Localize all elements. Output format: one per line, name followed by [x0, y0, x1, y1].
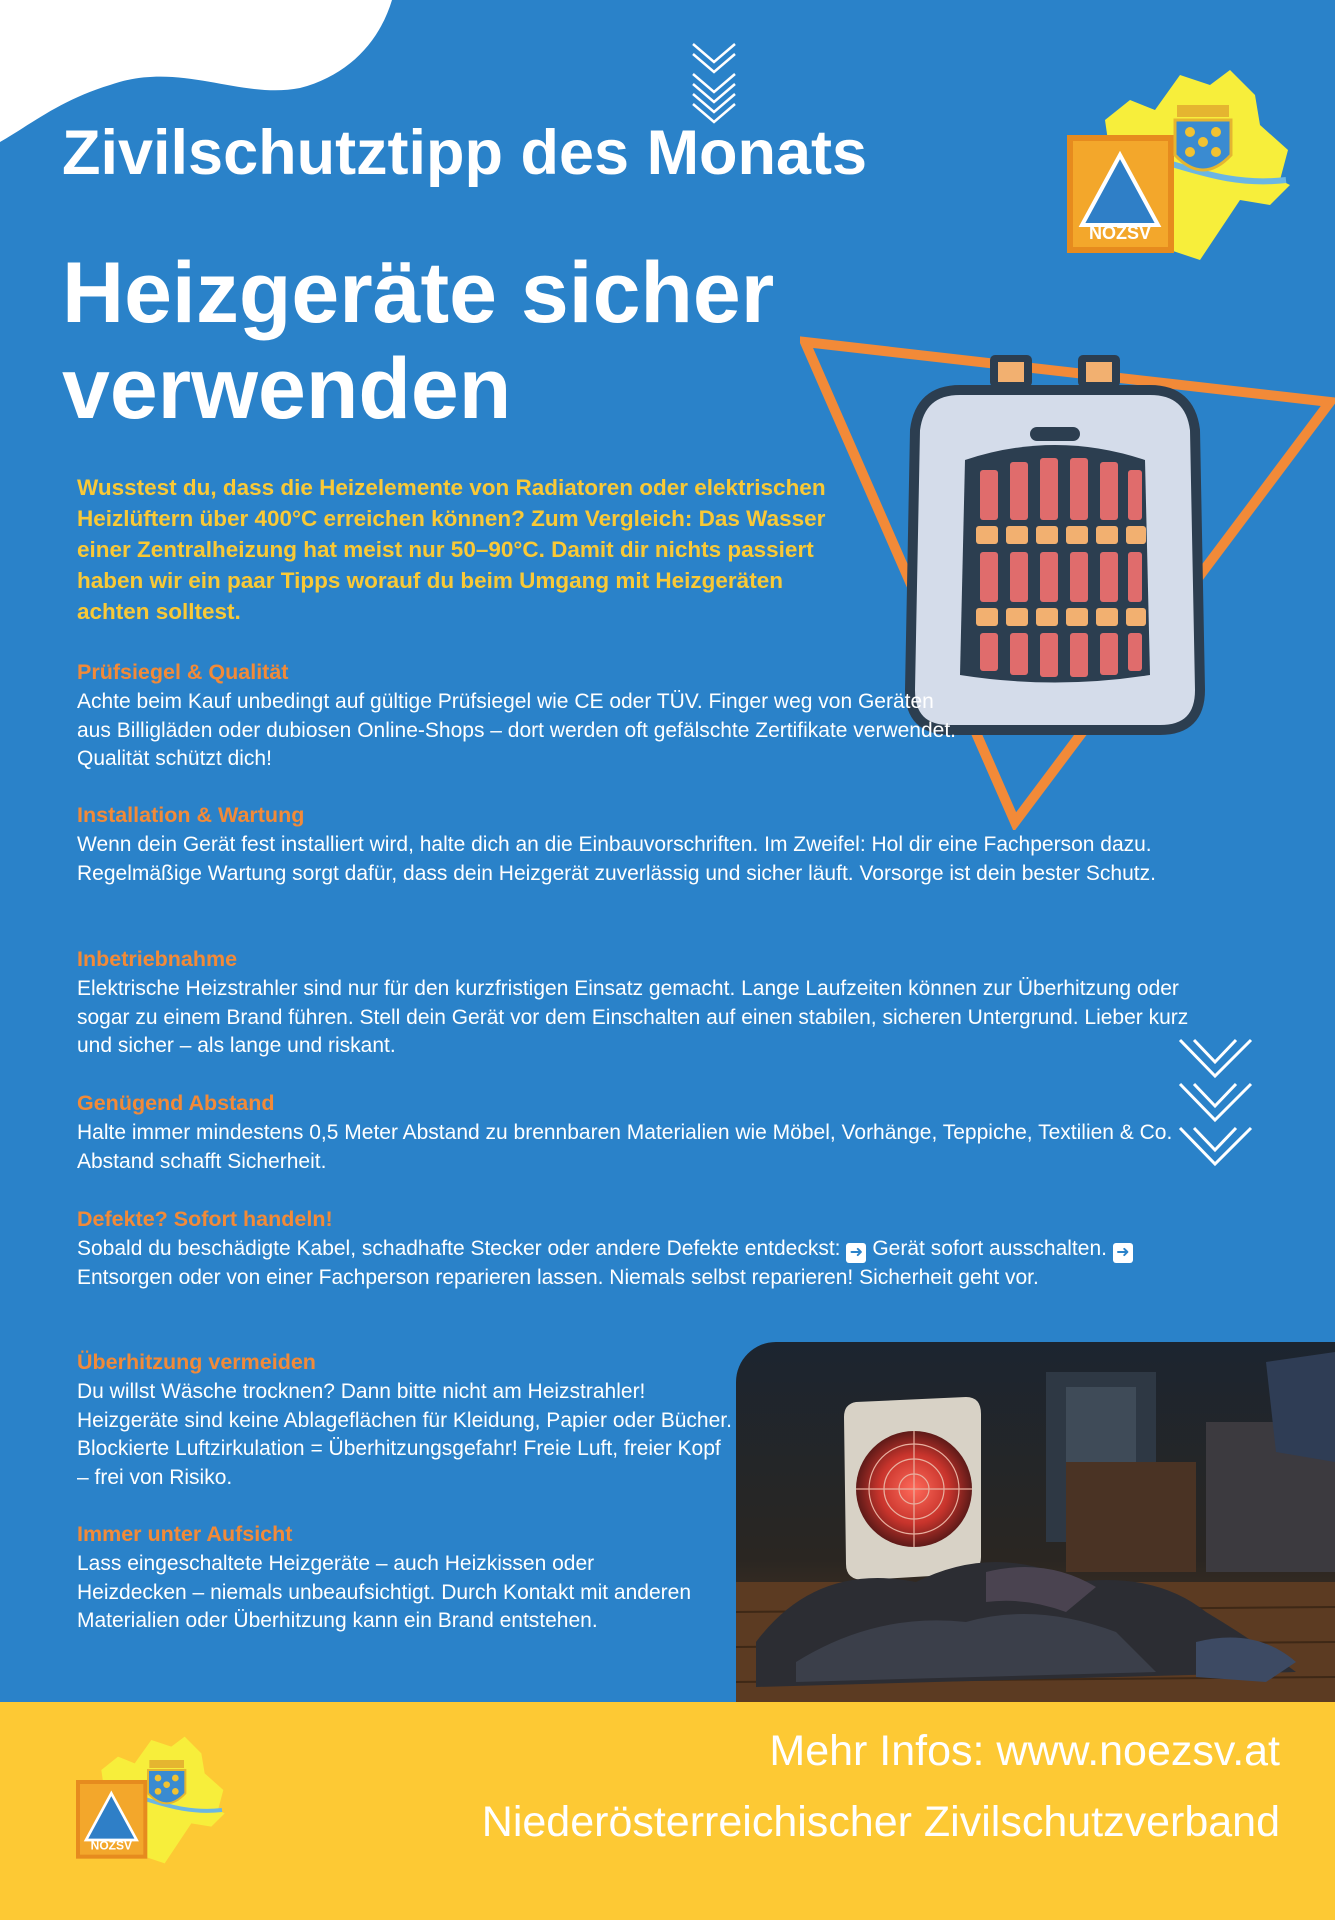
section-text: [77, 1235, 1197, 1292]
arrow-right-icon: ➜: [846, 1243, 866, 1263]
section-aufsicht: [77, 1520, 697, 1636]
section-heading: Defekte? Sofort handeln!: [77, 1207, 333, 1231]
section-defekte: [77, 1205, 1197, 1292]
section-installation: [77, 801, 1197, 888]
section-pruefsiegel: [77, 658, 977, 774]
section-text: Lass eingeschaltete Heizgeräte – auch Heizkissen oder Heizdecken – niemals unbeaufsichtigt. Durch Kontakt mit anderen Materialien oder Überhitzung kann ein Brand entstehen.: [77, 1552, 692, 1632]
section-abstand: [77, 1089, 1197, 1176]
section-heading: Immer unter Aufsicht: [77, 1522, 293, 1546]
section-text: Halte immer mindestens 0,5 Meter Abstand zu brennbaren Materialien wie Möbel, Vorhänge, Teppiche, Textilien & Co. Abstand schafft Sicherheit.: [77, 1121, 1173, 1173]
intro-text: Wusstest du, dass die Heizelemente von Radiatoren oder elektrischen Heizlüftern über 400°C erreichen können? Zum Vergleich: Das Wasser einer Zentralheizung hat meist nur 50–90°C. Damit dir nichts passiert haben wir ein paar Tipps worauf du beim Umgang mit Heizgeräten achten solltest.: [77, 475, 826, 624]
section-text: Du willst Wäsche trocknen? Dann bitte nicht am Heizstrahler! Heizgeräte sind keine Ablageflächen für Kleidung, Papier oder Bücher. Blockierte Luftzirkulation = Überhitzungsgefahr! Freie Luft, freier Kopf – frei von Risiko.: [77, 1380, 732, 1489]
section-ueberhitzung: [77, 1348, 737, 1492]
logo-text: NÖZSV: [90, 1838, 133, 1853]
section-text-part: Sobald du beschädigte Kabel, schadhafte Stecker oder andere Defekte entdeckst:: [77, 1237, 847, 1260]
footer-website: Mehr Infos: www.noezsv.at: [769, 1727, 1280, 1775]
noezsv-logo: [70, 1730, 230, 1870]
section-heading: Installation & Wartung: [77, 803, 305, 827]
section-inbetriebnahme: [77, 945, 1207, 1061]
page-title: Heizgeräte sicher verwenden: [62, 245, 775, 437]
logo-text: NÖZSV: [1088, 223, 1152, 243]
heater-photo: [736, 1342, 1335, 1702]
section-text-part: Entsorgen oder von einer Fachperson reparieren lassen. Niemals selbst reparieren! Sicherheit geht vor.: [77, 1265, 1039, 1289]
section-heading: Überhitzung vermeiden: [77, 1350, 316, 1374]
footer-organization: Niederösterreichischer Zivilschutzverband: [481, 1798, 1280, 1846]
section-heading: Genügend Abstand: [77, 1091, 275, 1115]
section-heading: Inbetriebnahme: [77, 947, 238, 971]
arrow-right-icon: ➜: [1113, 1243, 1133, 1263]
section-text: Elektrische Heizstrahler sind nur für den kurzfristigen Einsatz gemacht. Lange Laufzeiten können zur Überhitzung oder sogar zu einem Brand führen. Stell dein Gerät vor dem Einschalten auf einen stabilen, sicheren Untergrund. Lieber kurz und sicher – als lange und riskant.: [77, 977, 1189, 1057]
chevron-down-icon: [690, 40, 738, 126]
supertitle: Zivilschutztipp des Monats: [62, 118, 868, 188]
noezsv-logo: [1060, 60, 1296, 270]
section-heading: Prüfsiegel & Qualität: [77, 660, 289, 684]
section-text: Achte beim Kauf unbedingt auf gültige Prüfsiegel wie CE oder TÜV. Finger weg von Geräten aus Billigläden oder dubiosen Online-Shops – dort werden oft gefälschte Zertifikate verwendet. Qualität schützt dich!: [77, 690, 957, 770]
section-text-part: Gerät sofort ausschalten.: [872, 1237, 1113, 1260]
section-text: Wenn dein Gerät fest installiert wird, halte dich an die Einbauvorschriften. Im Zweifel: Hol dir eine Fachperson dazu. Regelmäßige Wartung sorgt dafür, dass dein Heizgerät zuverlässig und sicher läuft. Vorsorge ist dein bester Schutz.: [77, 833, 1156, 885]
